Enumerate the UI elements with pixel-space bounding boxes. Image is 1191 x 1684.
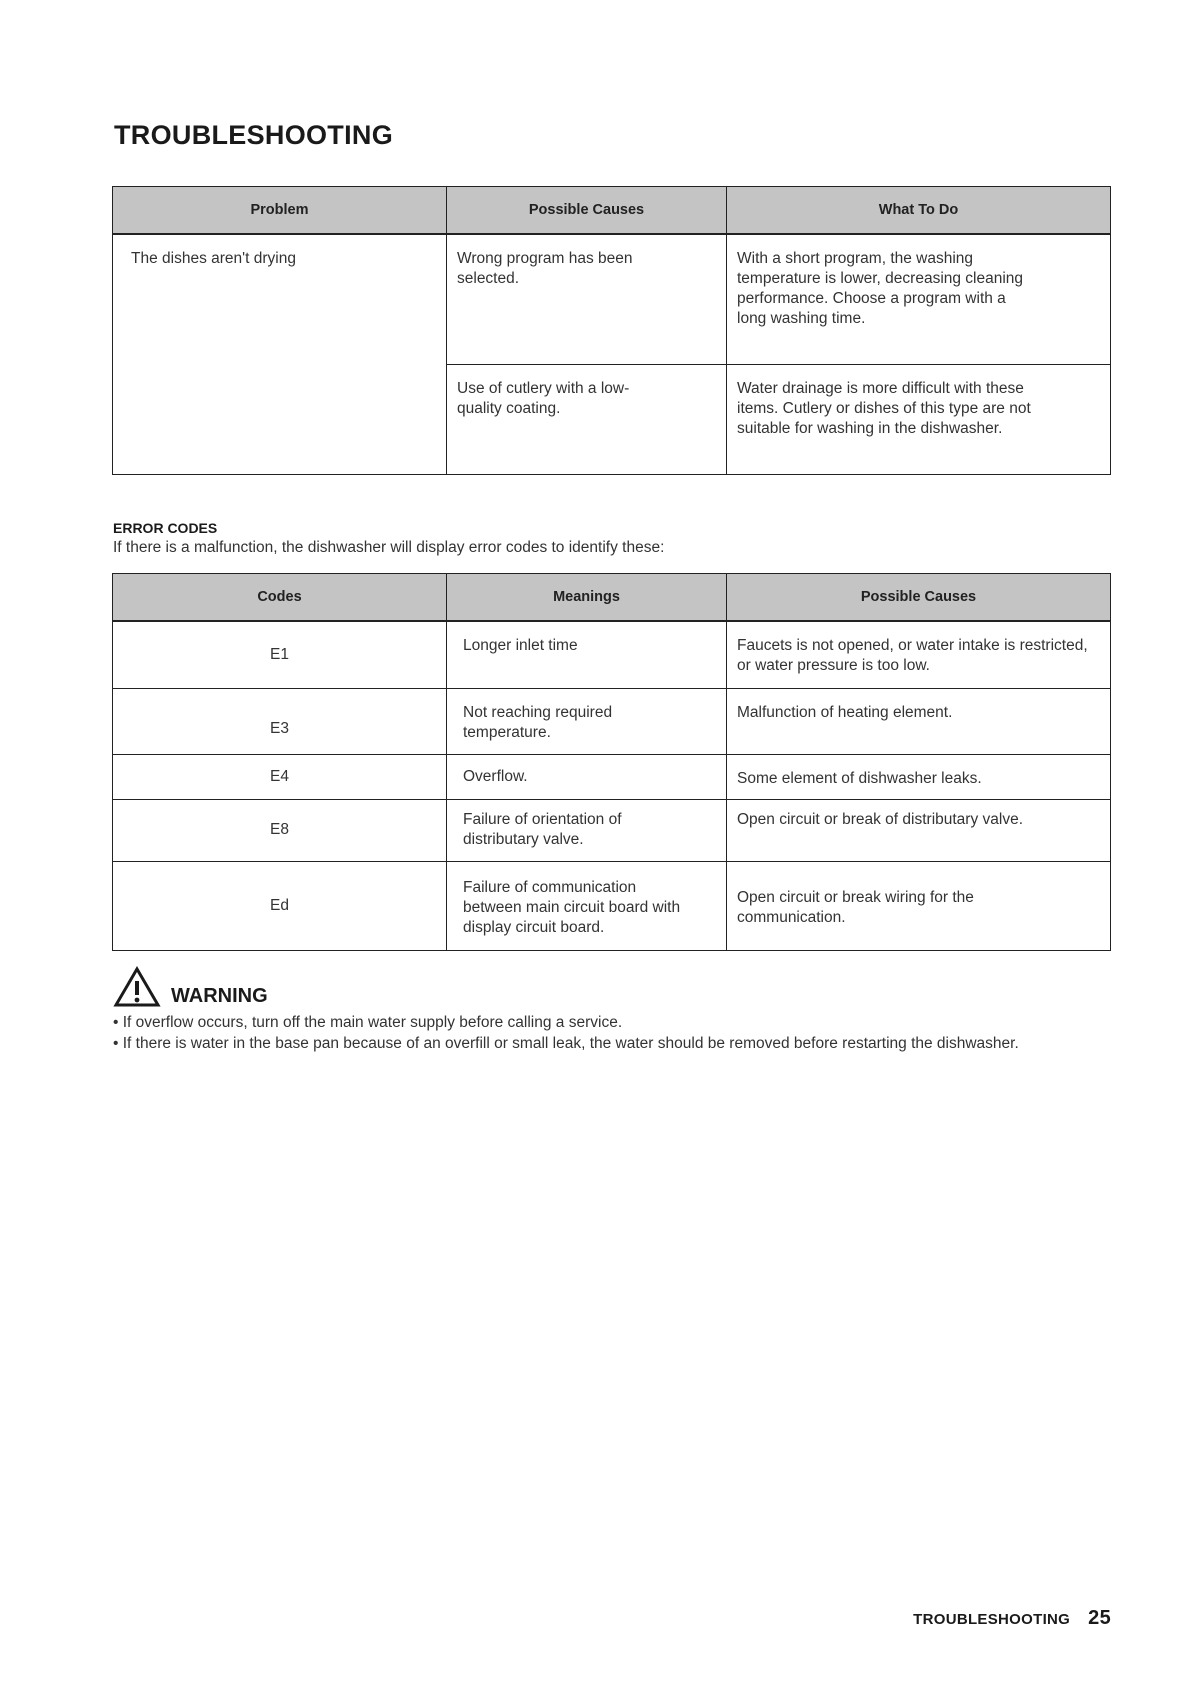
page-footer [913,1607,1111,1630]
error-codes-intro: If there is a malfunction, the dishwasher will display error codes to identify these: [113,539,665,556]
meaning-cell: Not reaching required temperature. [447,688,727,754]
code-cell: E3 [113,688,447,754]
meaning-cell: Overflow. [447,754,727,799]
footer-section: TROUBLESHOOTING [913,1611,1071,1628]
action-cell: Water drainage is more difficult with these items. Cutlery or dishes of this type are not suitable for washing in the dishwasher. [727,364,1111,474]
header-codes: Codes [113,574,447,622]
warning-item: • If there is water in the base pan because of an overfill or small leak, the water should be removed before restarting the dishwasher. [113,1034,1093,1055]
warning-list [113,1013,1093,1054]
cause-cell: Open circuit or break wiring for the communication. [727,861,1111,950]
header-causes: Possible Causes [727,574,1111,622]
troubleshooting-table [112,186,1111,475]
warning-label: WARNING [171,985,268,1007]
header-problem: Problem [113,187,447,235]
meaning-cell: Failure of communication between main circuit board with display circuit board. [447,861,727,950]
meaning-cell: Longer inlet time [447,621,727,688]
header-action: What To Do [727,187,1111,235]
table-row [113,621,1111,688]
header-meanings: Meanings [447,574,727,622]
code-cell: E4 [113,754,447,799]
cause-cell: Wrong program has been selected. [447,234,727,364]
meaning-cell: Failure of orientation of distributary valve. [447,799,727,861]
cause-cell: Open circuit or break of distributary valve. [727,799,1111,861]
code-cell: E8 [113,799,447,861]
cause-cell: Use of cutlery with a low-quality coating. [447,364,727,474]
action-cell: With a short program, the washing temperature is lower, decreasing cleaning performance. Choose a program with a long washing time. [727,234,1111,364]
table-row [113,754,1111,799]
table-row [113,688,1111,754]
warning-heading [113,966,268,1008]
cause-cell: Malfunction of heating element. [727,688,1111,754]
page-title: TROUBLESHOOTING [114,120,393,150]
header-causes: Possible Causes [447,187,727,235]
table-row [113,861,1111,950]
error-codes-heading: ERROR CODES [113,520,218,536]
table-row [113,234,1111,364]
code-cell: E1 [113,621,447,688]
cause-cell: Faucets is not opened, or water intake is restricted, or water pressure is too low. [727,621,1111,688]
cause-cell: Some element of dishwasher leaks. [727,754,1111,799]
problem-cell: The dishes aren't drying [113,234,447,474]
warning-item: • If overflow occurs, turn off the main water supply before calling a service. [113,1013,1093,1034]
warning-triangle-icon [113,966,161,1008]
page-number: 25 [1088,1607,1111,1629]
error-codes-table [112,573,1111,951]
table-row [113,799,1111,861]
code-cell: Ed [113,861,447,950]
